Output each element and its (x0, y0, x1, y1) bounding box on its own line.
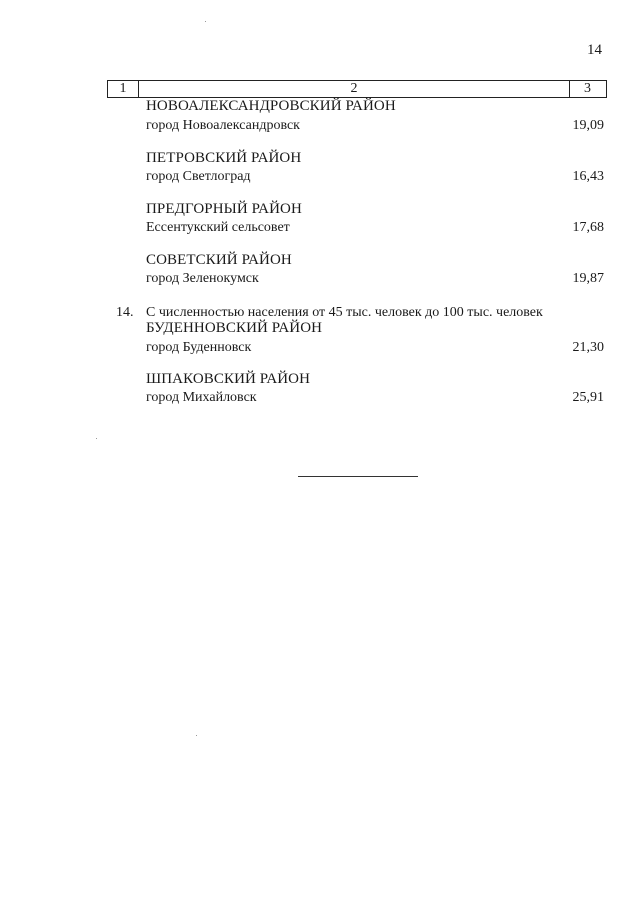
locality-value: 21,30 (572, 340, 604, 355)
locality-name: город Михайловск (146, 390, 257, 405)
scan-speck (205, 21, 206, 22)
locality-name: город Светлоград (146, 169, 251, 184)
district-name: ПЕТРОВСКИЙ РАЙОН (146, 150, 302, 166)
locality-value: 16,43 (572, 169, 604, 184)
district-name: НОВОАЛЕКСАНДРОВСКИЙ РАЙОН (146, 98, 396, 114)
section-number: 14. (116, 305, 134, 320)
locality-name: город Зеленокумск (146, 271, 259, 286)
scan-speck (96, 438, 97, 439)
district-name: ШПАКОВСКИЙ РАЙОН (146, 371, 311, 387)
table-header (107, 80, 607, 98)
column-header-2: 2 (138, 81, 570, 97)
column-header-3: 3 (584, 81, 591, 96)
column-header-1: 1 (119, 81, 127, 96)
locality-value: 25,91 (572, 390, 604, 405)
locality-value: 17,68 (572, 220, 604, 235)
locality-name: город Новоалександровск (146, 118, 300, 133)
locality-name: Ессентукский сельсовет (146, 220, 290, 235)
scan-speck (196, 735, 197, 736)
locality-value: 19,09 (572, 118, 604, 133)
locality-value: 19,87 (572, 271, 604, 286)
district-name: БУДЕННОВСКИЙ РАЙОН (146, 320, 323, 336)
page-number: 14 (587, 42, 602, 58)
section-title: С численностью населения от 45 тыс. человек до 100 тыс. человек (146, 305, 543, 320)
district-name: ПРЕДГОРНЫЙ РАЙОН (146, 201, 302, 217)
district-name: СОВЕТСКИЙ РАЙОН (146, 252, 292, 268)
locality-name: город Буденновск (146, 340, 252, 355)
closing-line (298, 476, 418, 477)
